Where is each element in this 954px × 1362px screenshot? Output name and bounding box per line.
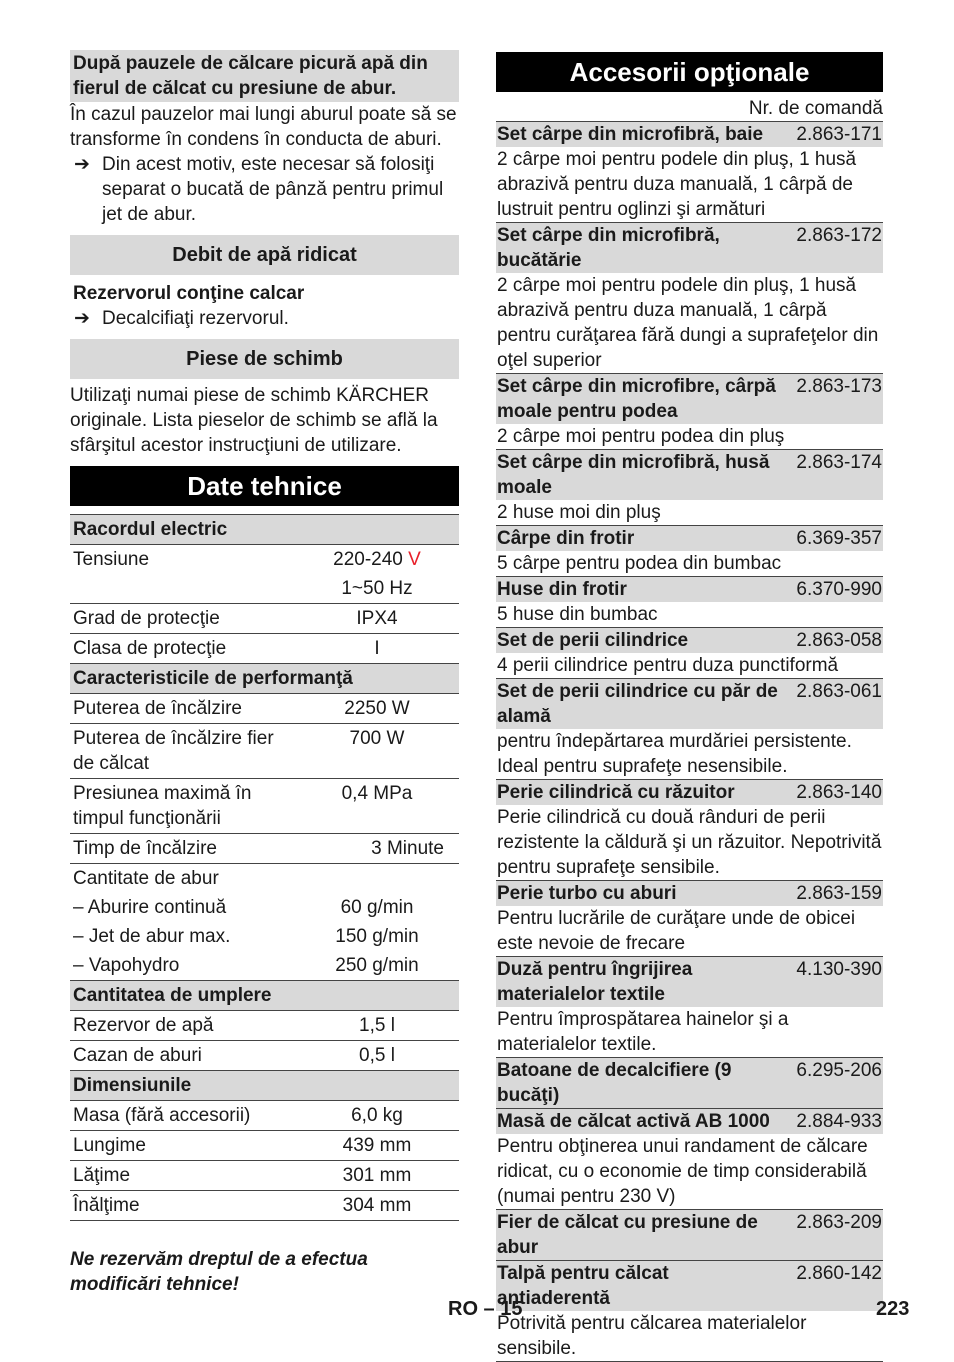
tech-label: Cantitatea de umplere (73, 985, 272, 1006)
tech-row (70, 574, 459, 604)
tech-label: Clasa de protecţie (73, 638, 227, 659)
accessory-name: Perie cilindrică cu răzuitor (497, 782, 735, 803)
order-number-label: Nr. de comandă (748, 98, 883, 119)
section-water-title: Debit de apă ridicat (70, 235, 459, 275)
tech-label (73, 576, 298, 601)
spares-text: Utilizaţi numai piese de schimb KÄRCHER originale. Lista pieselor de schimb se află la sfârşitul acestor instrucţiuni de utilizare. (70, 385, 438, 456)
tech-row (70, 922, 459, 951)
accessory-name: Talpă pentru călcat antiaderentă (497, 1263, 669, 1309)
tech-row (70, 1011, 459, 1041)
tech-value-text: I (374, 638, 380, 659)
accessory-header (496, 1260, 883, 1311)
accessory-item (496, 449, 883, 525)
tech-label: Cazan de aburi (73, 1045, 202, 1066)
intro-text: În cazul pauzelor mai lungi aburul poate să se transforme în condens în conducta de aburi. (70, 104, 457, 150)
tech-label: Puterea de încălzire (73, 698, 242, 719)
tech-row (70, 1041, 459, 1071)
tech-row (70, 1161, 459, 1191)
tech-value (298, 576, 456, 601)
tech-row (70, 724, 459, 779)
left-column (70, 50, 459, 1297)
tech-row (70, 1191, 459, 1221)
accessory-item (496, 373, 883, 449)
tech-label: Masa (fără accesorii) (73, 1105, 251, 1126)
tech-value-text: 304 mm (342, 1195, 412, 1216)
tech-value-text: IPX4 (356, 608, 398, 629)
tech-value (298, 781, 456, 831)
accessory-item (496, 525, 883, 576)
accessory-order-number: 2.863-173 (796, 376, 882, 397)
accessory-item (496, 627, 883, 678)
accessory-description: 4 perii cilindrice pentru duza punctiformă (497, 655, 839, 676)
accessory-order-number: 2.863-172 (796, 225, 882, 246)
accessory-order-number: 2.863-140 (796, 782, 882, 803)
tech-value (298, 836, 456, 861)
tech-label: Lăţime (73, 1165, 131, 1186)
accessory-header (496, 121, 883, 147)
tech-value-text: 1,5 l (359, 1015, 395, 1036)
tech-row (70, 1101, 459, 1131)
tech-row (70, 864, 459, 893)
accessory-header (496, 627, 883, 653)
accessory-order-number: 2.863-174 (796, 452, 882, 473)
section-spares-title: Piese de schimb (70, 339, 459, 379)
tech-value (298, 1043, 456, 1068)
accessory-name: Cârpe din frotir (497, 528, 635, 549)
arrow-right-icon: ➔ (74, 308, 90, 329)
tech-row (70, 604, 459, 634)
tech-label: Puterea de încălzire fier de călcat (73, 728, 274, 774)
accessory-header (496, 678, 883, 729)
page-number: 223 (876, 1298, 910, 1320)
tech-row (70, 779, 459, 834)
tech-label: Dimensiunile (73, 1075, 192, 1096)
accessory-description: Potrivită pentru călcarea materialelor sensibile. (497, 1313, 807, 1359)
accessory-order-number: 2.863-171 (796, 124, 882, 145)
tech-value-text: 2250 W (344, 698, 410, 719)
tech-category-row (70, 515, 459, 545)
footer-section-label: RO – 15 (448, 1298, 523, 1320)
arrow-right-icon: ➔ (74, 154, 90, 175)
accessory-order-number: 2.863-159 (796, 883, 882, 904)
accessory-description: 2 cârpe moi pentru podea din pluş (497, 426, 785, 447)
accessory-item (496, 678, 883, 779)
tech-label: Lungime (73, 1135, 146, 1156)
accessory-name: Set de perii cilindrice cu păr de alamă (497, 681, 778, 727)
accessory-item (496, 1260, 883, 1361)
tech-row (70, 951, 459, 981)
tech-label: Caracteristicile de performanţă (73, 668, 353, 689)
accessory-description: 2 huse moi din pluş (497, 502, 661, 523)
accessory-header (496, 525, 883, 551)
tech-category-row (70, 664, 459, 694)
tech-value-text: 0,5 l (359, 1045, 395, 1066)
accessory-header (496, 576, 883, 602)
tech-value (298, 696, 456, 721)
tech-data-table (70, 514, 459, 1221)
accessory-order-number: 4.130-390 (796, 959, 882, 980)
tech-value-text: 700 W (349, 728, 405, 749)
tech-value (298, 606, 456, 631)
tech-category-row (70, 1071, 459, 1101)
accessory-name: Set cârpe din microfibre, cârpă moale pentru podea (497, 376, 776, 422)
tech-value (298, 547, 456, 572)
tech-row (70, 834, 459, 864)
accessory-item (496, 880, 883, 956)
accessory-header (496, 1209, 883, 1260)
accessory-name: Batoane de decalcifiere (9 bucăţi) (497, 1060, 732, 1106)
accessory-order-number: 6.370-990 (796, 579, 882, 600)
accessories-title: Accesorii opţionale (496, 52, 883, 92)
accessory-description: Perie cilindrică cu două rânduri de perii rezistente la căldură şi un răzuitor. Nepotrivită pentru suprafeţe sensibile. (497, 807, 882, 878)
tech-value-text: 150 g/min (335, 926, 419, 947)
tech-label: – Aburire continuă (73, 897, 227, 918)
tech-label: Tensiune (73, 549, 150, 570)
accessory-order-number: 2.860-142 (796, 1263, 882, 1284)
tech-value-text: 250 g/min (335, 955, 419, 976)
tech-label: Racordul electric (73, 519, 228, 540)
tech-row (70, 634, 459, 664)
tech-label: Timp de încălzire (73, 838, 217, 859)
accessory-description: Pentru lucrările de curăţare unde de obicei este nevoie de frecare (497, 908, 856, 954)
accessory-header (496, 1108, 883, 1134)
tech-value (298, 1133, 456, 1158)
intro-bullet-text: Din acest motiv, este necesar să folosiţi separat o bucată de pânză pentru primul jet de abur. (102, 154, 444, 225)
tech-row (70, 1131, 459, 1161)
technical-changes-note: Ne rezervăm dreptul de a efectua modificări tehnice! (70, 1249, 368, 1295)
tech-value (298, 1013, 456, 1038)
accessory-order-number: 2.884-933 (796, 1111, 882, 1132)
accessory-header (496, 222, 883, 273)
accessory-name: Fier de călcat cu presiune de abur (497, 1212, 758, 1258)
tech-data-title: Date tehnice (70, 466, 459, 506)
accessory-name: Duză pentru îngrijirea materialelor textile (497, 959, 693, 1005)
accessory-description: Pentru împrospătarea hainelor şi a materialelor textile. (497, 1009, 789, 1055)
accessory-name: Perie turbo cu aburi (497, 883, 677, 904)
accessory-header (496, 449, 883, 500)
accessory-description: 2 cârpe moi pentru podele din pluş, 1 husă abrazivă pentru duza manuală, 1 cârpă pentru curăţarea fără dungi a suprafeţelor din oţel superior (497, 275, 879, 371)
tech-label: Presiunea maximă în timpul funcţionării (73, 783, 252, 829)
tech-label: Cantitate de abur (73, 868, 219, 889)
right-column (496, 52, 883, 1362)
accessory-item (496, 1209, 883, 1260)
accessory-name: Set cârpe din microfibră, baie (497, 124, 764, 145)
tech-value (298, 895, 456, 920)
accessory-description: pentru îndepărtarea murdăriei persistente. Ideal pentru suprafeţe nesensibile. (497, 731, 852, 777)
accessory-header (496, 373, 883, 424)
accessory-item (496, 956, 883, 1057)
tech-value (298, 1193, 456, 1218)
tech-label: – Vapohydro (73, 955, 180, 976)
intro-bullet (70, 152, 459, 227)
water-bullet-text: Decalcifiaţi rezervorul. (102, 308, 289, 329)
tech-value (298, 1103, 456, 1128)
accessory-name: Set cârpe din microfibră, bucătărie (497, 225, 720, 271)
accessory-name: Huse din frotir (497, 579, 627, 600)
accessory-order-number: 2.863-209 (796, 1212, 882, 1233)
accessory-header (496, 956, 883, 1007)
tech-value (298, 866, 456, 891)
tech-unit: V (408, 549, 421, 570)
accessory-name: Masă de călcat activă AB 1000 (497, 1111, 770, 1132)
accessory-header (496, 1057, 883, 1108)
tech-label: – Jet de abur max. (73, 926, 231, 947)
tech-label: Înălţime (73, 1195, 140, 1216)
tech-value-text: 60 g/min (340, 897, 414, 918)
accessory-description: 2 cârpe moi pentru podele din pluş, 1 husă abrazivă pentru duza manuală, 1 cârpă de lustruit pentru oglinzi şi armături (497, 149, 857, 220)
tech-value (298, 1163, 456, 1188)
tech-value-text: 220-240 (333, 549, 403, 570)
accessory-description: 5 huse din bumbac (497, 604, 658, 625)
accessory-description: 5 cârpe pentru podea din bumbac (497, 553, 782, 574)
tech-value (298, 726, 456, 776)
accessory-item (496, 576, 883, 627)
tech-label: Grad de protecţie (73, 608, 220, 629)
tech-value-text: 0,4 MPa (341, 783, 413, 804)
tech-row (70, 694, 459, 724)
tech-value-text: 439 mm (342, 1135, 412, 1156)
tech-value-text: 1~50 Hz (341, 578, 413, 599)
accessory-header (496, 779, 883, 805)
accessory-name: Set cârpe din microfibră, husă moale (497, 452, 770, 498)
accessory-name: Set de perii cilindrice (497, 630, 689, 651)
accessory-item (496, 121, 883, 222)
tech-value-text: 3 Minute (371, 838, 444, 859)
intro-heading: După pauzele de călcare picură apă din fierul de călcat cu presiune de abur. (70, 50, 459, 102)
accessory-item (496, 1057, 883, 1108)
accessory-item (496, 779, 883, 880)
tech-value (298, 636, 456, 661)
tech-value (298, 953, 456, 978)
accessories-list (496, 121, 883, 1361)
tech-value-text: 6,0 kg (351, 1105, 403, 1126)
tech-value (298, 924, 456, 949)
accessory-order-number: 2.863-061 (796, 681, 882, 702)
water-bullet (70, 306, 459, 331)
accessory-header (496, 880, 883, 906)
tech-row (70, 545, 459, 574)
accessory-item (496, 1108, 883, 1209)
tech-value-text: 301 mm (342, 1165, 412, 1186)
accessory-description: Pentru obţinerea unui randament de călcare ridicat, cu o economie de timp considerabilă (numai pentru 230 V) (497, 1136, 868, 1207)
tech-row (70, 893, 459, 922)
water-subheading: Rezervorul conţine calcar (73, 283, 305, 304)
accessory-order-number: 6.295-206 (796, 1060, 882, 1081)
accessory-item (496, 222, 883, 373)
tech-category-row (70, 981, 459, 1011)
accessory-order-number: 6.369-357 (796, 528, 882, 549)
tech-label: Rezervor de apă (73, 1015, 214, 1036)
accessory-order-number: 2.863-058 (796, 630, 882, 651)
